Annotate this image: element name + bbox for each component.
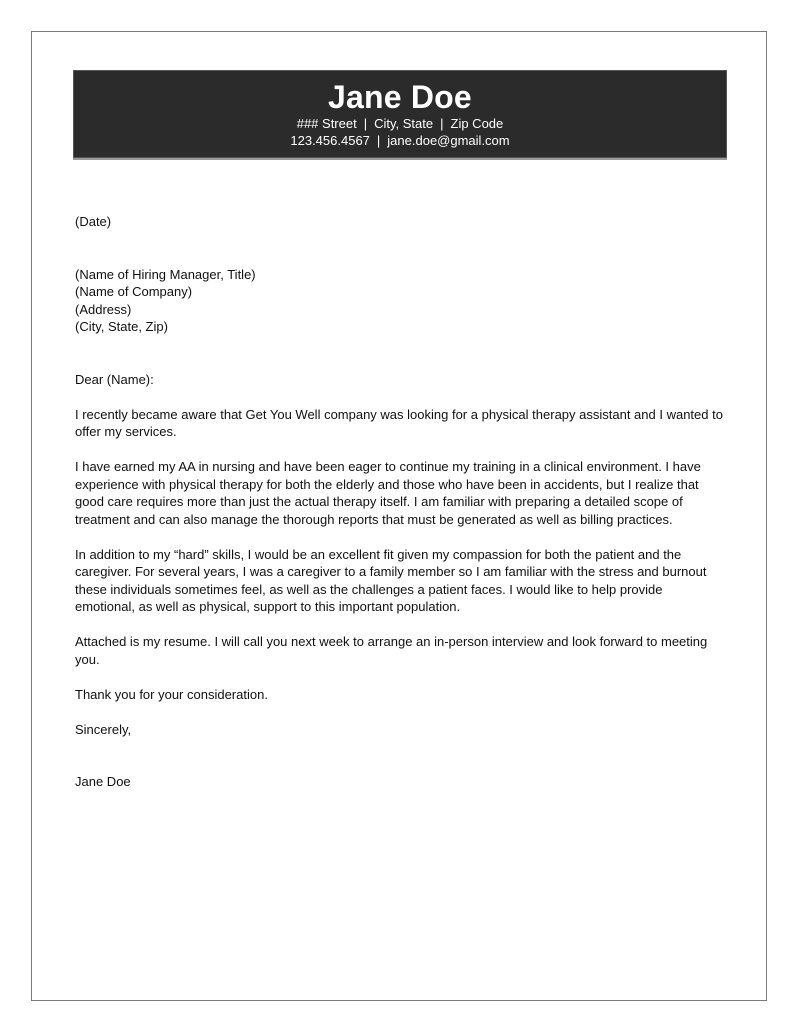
sender-zip: Zip Code <box>450 116 504 131</box>
signature: Jane Doe <box>75 774 131 789</box>
letter-date: (Date) <box>75 214 112 229</box>
letter-body <box>75 213 725 791</box>
separator: | <box>363 116 368 131</box>
sender-name: Jane Doe <box>328 79 472 115</box>
recipient-block <box>75 266 725 336</box>
header-banner <box>73 70 727 158</box>
recipient-line: (Address) <box>75 301 132 317</box>
body-paragraph: I have earned my AA in nursing and have been eager to continue my training in a clinical environment. I have experience with physical therapy for both the elderly and those who have been in accidents, but I realize that good care requires more than just the actual therapy itself. I am familiar with preparing a detailed scope of treatment and can also manage the thorough reports that must be generated as well as billing practices. <box>75 459 701 527</box>
body-paragraph: I recently became aware that Get You Well company was looking for a physical therapy assistant and I wanted to offer my services. <box>75 406 723 439</box>
sender-contact-line <box>74 132 726 149</box>
sender-street: ### Street <box>296 116 357 131</box>
sender-city-state: City, State <box>374 116 434 131</box>
recipient-line: (Name of Company) <box>75 284 193 299</box>
separator: | <box>440 116 444 131</box>
recipient-line: (Name of Hiring Manager, Title) <box>75 266 256 282</box>
body-paragraph: Attached is my resume. I will call you next week to arrange an in-person interview and look forward to meeting you. <box>75 634 708 667</box>
sender-email: jane.doe@gmail.com <box>387 133 510 148</box>
separator: | <box>376 133 381 148</box>
letter-page <box>31 31 767 1001</box>
body-paragraph: In addition to my “hard” skills, I would be an excellent fit given my compassion for both the patient and the caregiver. For several years, I was a caregiver to a family member so I am familiar with the stress and burnout these individuals sometimes feel, as well as the challenges a patient faces. I would like to help provide emotional, as well as physical, support to this important population. <box>75 546 707 614</box>
sender-phone: 123.456.4567 <box>290 133 370 148</box>
salutation: Dear (Name): <box>75 371 154 387</box>
closing: Sincerely, <box>75 721 132 737</box>
body-paragraph: Thank you for your consideration. <box>75 686 268 702</box>
sender-address-line <box>74 115 726 132</box>
recipient-line: (City, State, Zip) <box>75 319 168 334</box>
